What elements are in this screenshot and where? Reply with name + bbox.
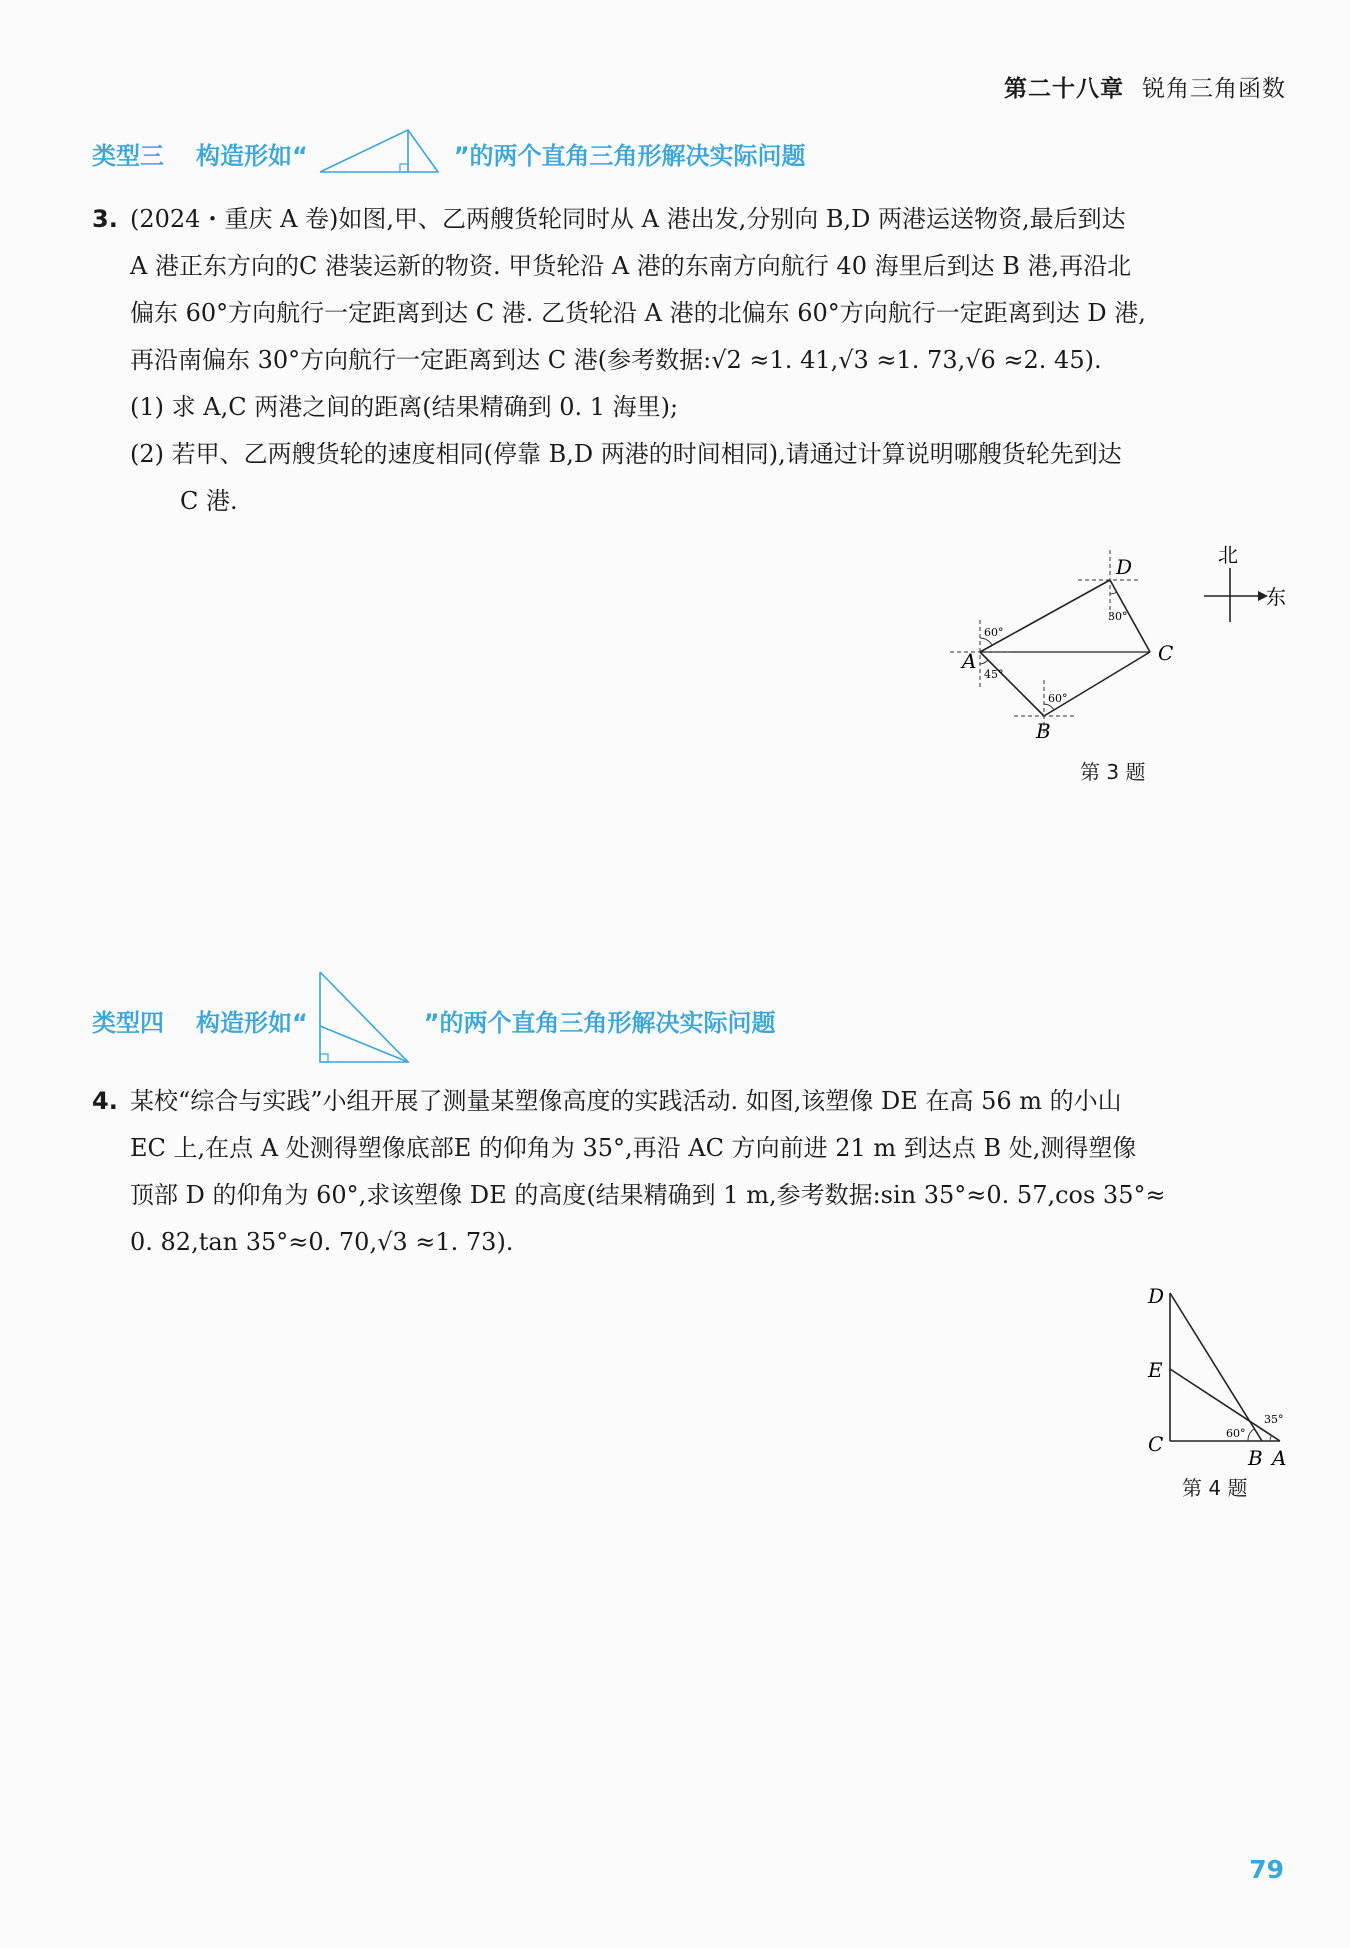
problem-4	[92, 1078, 1287, 1266]
fig3-angle-a-60: 60°	[984, 626, 1004, 639]
fig3-label-c: C	[1158, 641, 1174, 665]
section-suffix: ”的两个直角三角形解决实际问题	[453, 141, 806, 170]
fig3-angle-d-30: 30°	[1108, 610, 1128, 623]
section-prefix: 构造形如“	[196, 1008, 308, 1037]
section-heading-type3	[92, 128, 806, 178]
problem-4-line-1: 4. 某校“综合与实践”小组开展了测量某塑像高度的实践活动. 如图,该塑像 DE 在高 56 m 的小山	[92, 1078, 1287, 1125]
figure-3-diagram	[940, 540, 1290, 790]
page-number: 79	[1249, 1855, 1284, 1884]
fig3-label-a: A	[962, 649, 977, 673]
fig4-label-a: A	[1272, 1446, 1287, 1470]
chapter-header	[1004, 70, 1286, 103]
fig3-label-b: B	[1036, 719, 1051, 743]
section-heading-type4	[92, 970, 776, 1070]
problem-4-line-2: EC 上,在点 A 处测得塑像底部E 的仰角为 35°,再沿 AC 方向前进 21 m 到达点 B 处,测得塑像	[130, 1134, 1137, 1162]
section-suffix: ”的两个直角三角形解决实际问题	[423, 1008, 776, 1037]
fig4-angle-35: 35°	[1264, 1413, 1284, 1426]
fig4-label-d: D	[1148, 1284, 1165, 1308]
figure-4-diagram	[1130, 1275, 1300, 1475]
fig3-angle-b-60: 60°	[1048, 692, 1068, 705]
problem-number: 3.	[92, 205, 118, 233]
figure-4-caption: 第 4 题	[1182, 1476, 1248, 1500]
section-tag: 类型四	[92, 1008, 164, 1037]
chapter-title: 锐角三角函数	[1142, 76, 1286, 102]
compass-icon	[1204, 568, 1268, 622]
section-tag: 类型三	[92, 141, 164, 170]
problem-number: 4.	[92, 1087, 118, 1115]
compass-north: 北	[1218, 543, 1238, 567]
problem-4-line-4: 0. 82,tan 35°≈0. 70,√3 ≈1. 73).	[130, 1228, 514, 1256]
fig4-label-c: C	[1148, 1432, 1164, 1456]
fig4-label-e: E	[1148, 1358, 1163, 1382]
chapter-number: 第二十八章	[1004, 76, 1124, 102]
fig3-angle-a-45: 45°	[984, 668, 1004, 681]
fig3-label-d: D	[1116, 555, 1133, 579]
problem-3-line-3: 偏东 60°方向航行一定距离到达 C 港. 乙货轮沿 A 港的北偏东 60°方向航行一定距离到达 D 港,	[130, 299, 1146, 327]
section-prefix: 构造形如“	[196, 141, 308, 170]
fig4-label-b: B	[1248, 1446, 1263, 1470]
problem-4-line-3: 顶部 D 的仰角为 60°,求该塑像 DE 的高度(结果精确到 1 m,参考数据:sin 35°≈0. 57,cos 35°≈	[130, 1181, 1166, 1209]
problem-3-line-2: A 港正东方向的C 港装运新的物资. 甲货轮沿 A 港的东南方向航行 40 海里后到达 B 港,再沿北	[130, 252, 1132, 280]
triangle-shape-icon	[316, 970, 416, 1070]
triangle-shape-icon	[316, 128, 446, 178]
fig4-angle-60: 60°	[1226, 1427, 1246, 1440]
problem-3	[92, 196, 1287, 525]
problem-3-line-1: 3. (2024・重庆 A 卷)如图,甲、乙两艘货轮同时从 A 港出发,分别向 B,D 两港运送物资,最后到达	[92, 196, 1287, 243]
figure-3-caption: 第 3 题	[1080, 760, 1146, 784]
compass-east: 东	[1266, 585, 1286, 609]
problem-3-line-4: 再沿南偏东 30°方向航行一定距离到达 C 港(参考数据:√2 ≈1. 41,√3 ≈1. 73,√6 ≈2. 45).	[130, 346, 1102, 374]
problem-3-question-2b: C 港.	[180, 487, 238, 515]
problem-3-question-2a: (2) 若甲、乙两艘货轮的速度相同(停靠 B,D 两港的时间相同),请通过计算说明哪艘货轮先到达	[130, 440, 1122, 468]
problem-3-question-1: (1) 求 A,C 两港之间的距离(结果精确到 0. 1 海里);	[130, 393, 679, 421]
